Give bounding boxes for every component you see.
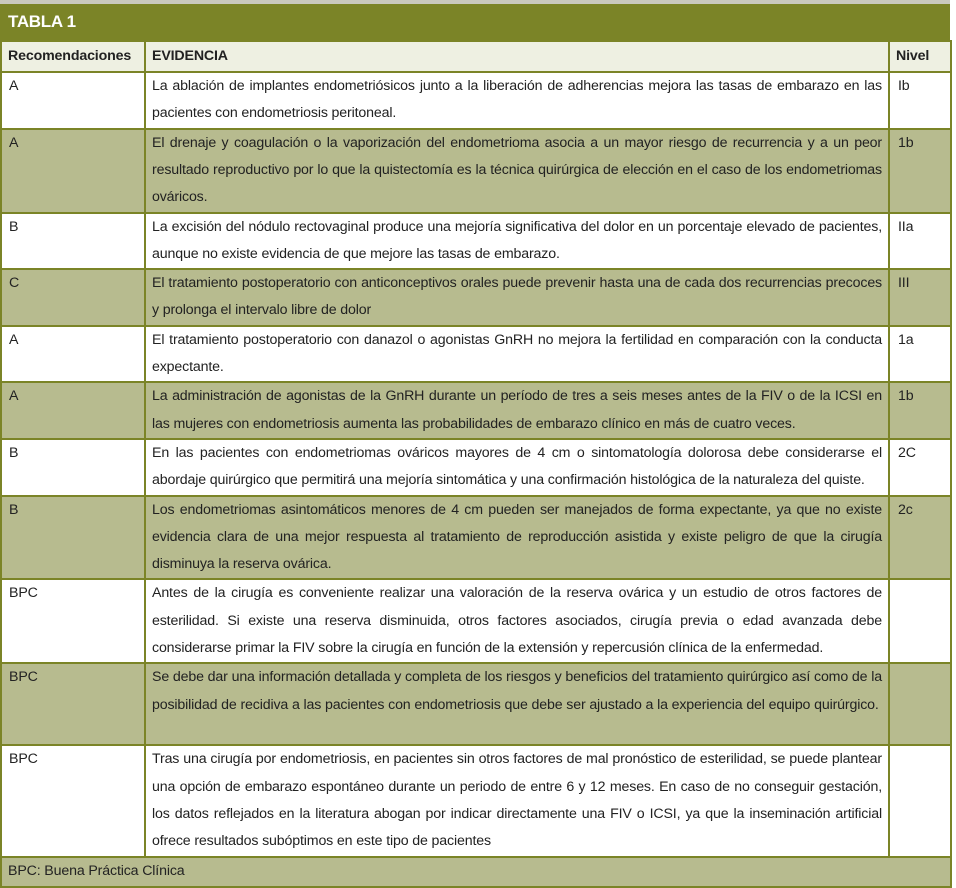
- evidence-text: La excisión del nódulo rectovaginal produce una mejoría significativa del dolor en un porcentaje elevado de pacientes, aunque no existe evidencia de que mejore las tasas de embarazo.: [145, 213, 889, 270]
- recommendation-grade: B: [1, 439, 145, 496]
- header-recomendaciones: Recomendaciones: [1, 41, 145, 72]
- evidence-text: La administración de agonistas de la GnRH durante un período de tres a seis meses antes de la FIV o de la ICSI en las mujeres con endometriosis aumenta las probabilidades de embarazo clínico en más de cuatro veces.: [145, 382, 889, 439]
- table-row: [1, 269, 951, 326]
- evidence-level: [889, 663, 951, 745]
- recommendation-grade: B: [1, 213, 145, 270]
- recommendation-grade: A: [1, 382, 145, 439]
- evidence-level: 2C: [889, 439, 951, 496]
- evidence-text: Los endometriomas asintomáticos menores de 4 cm pueden ser manejados de forma expectante, ya que no existe evidencia clara de una mejor respuesta al tratamiento de reproducción asistida y existe peligro de que la cirugía disminuya la reserva ovárica.: [145, 496, 889, 580]
- table-row: [1, 129, 951, 213]
- recommendation-grade: C: [1, 269, 145, 326]
- table-footnote-row: [1, 857, 951, 887]
- table-row: [1, 663, 951, 745]
- evidence-level: III: [889, 269, 951, 326]
- header-nivel: Nivel: [889, 41, 951, 72]
- recommendation-grade: BPC: [1, 745, 145, 856]
- recommendation-grade: A: [1, 129, 145, 213]
- evidence-text: Se debe dar una información detallada y completa de los riesgos y beneficios del tratamiento quirúrgico así como de la posibilidad de recidiva a las pacientes con endometriosis que debe ser ajustado a la experiencia del equipo quirúrgico.: [145, 663, 889, 745]
- table-row: [1, 72, 951, 129]
- recommendation-grade: BPC: [1, 579, 145, 663]
- evidence-level: [889, 579, 951, 663]
- evidence-text: El tratamiento postoperatorio con anticonceptivos orales puede prevenir hasta una de cada dos recurrencias precoces y prolonga el intervalo libre de dolor: [145, 269, 889, 326]
- evidence-level: Ib: [889, 72, 951, 129]
- evidence-level: 1b: [889, 382, 951, 439]
- table-row: [1, 382, 951, 439]
- recommendations-table: [0, 40, 952, 888]
- evidence-text: La ablación de implantes endometriósicos junto a la liberación de adherencias mejora las tasas de embarazo en las pacientes con endometriosis peritoneal.: [145, 72, 889, 129]
- evidence-level: 1a: [889, 326, 951, 383]
- evidence-level: IIa: [889, 213, 951, 270]
- evidence-text: El tratamiento postoperatorio con danazol o agonistas GnRH no mejora la fertilidad en comparación con la conducta expectante.: [145, 326, 889, 383]
- evidence-text: Antes de la cirugía es conveniente realizar una valoración de la reserva ovárica y un estudio de otros factores de esterilidad. Si existe una reserva disminuida, otros factores asociados, cirugía previa o edad avanzada debe considerarse primar la FIV sobre la cirugía en función de la extensión y repercusión clínica de la enfermedad.: [145, 579, 889, 663]
- evidence-level: [889, 745, 951, 856]
- recommendation-grade: A: [1, 326, 145, 383]
- recommendation-grade: BPC: [1, 663, 145, 745]
- table-row: [1, 579, 951, 663]
- table-body: [1, 72, 951, 887]
- evidence-text: Tras una cirugía por endometriosis, en pacientes sin otros factores de mal pronóstico de esterilidad, se puede plantear una opción de embarazo espontáneo durante un periodo de entre 6 y 12 meses. En caso de no conseguir gestación, los datos reflejados en la literatura abogan por indicar directamente una FIV o ICSI, ya que la inseminación artificial ofrece resultados subóptimos en este tipo de pacientes: [145, 745, 889, 856]
- evidence-text: En las pacientes con endometriomas ováricos mayores de 4 cm o sintomatología dolorosa debe considerarse el abordaje quirúrgico que permitirá una mejoría sintomática y una confirmación histológica de la naturaleza del quiste.: [145, 439, 889, 496]
- table-row: [1, 745, 951, 856]
- evidence-text: El drenaje y coagulación o la vaporización del endometrioma asocia a un mayor riesgo de recurrencia y a un peor resultado reproductivo por lo que la quistectomía es la técnica quirúrgica de elección en el caso de los endometriomas ováricos.: [145, 129, 889, 213]
- table-row: [1, 496, 951, 580]
- table-header-row: [1, 41, 951, 72]
- table-row: [1, 326, 951, 383]
- table-row: [1, 439, 951, 496]
- recommendation-grade: A: [1, 72, 145, 129]
- evidence-level: 1b: [889, 129, 951, 213]
- header-evidencia: EVIDENCIA: [145, 41, 889, 72]
- table-row: [1, 213, 951, 270]
- table-footnote: BPC: Buena Práctica Clínica: [1, 857, 951, 887]
- table-title: TABLA 1: [0, 4, 950, 40]
- recommendation-grade: B: [1, 496, 145, 580]
- evidence-level: 2c: [889, 496, 951, 580]
